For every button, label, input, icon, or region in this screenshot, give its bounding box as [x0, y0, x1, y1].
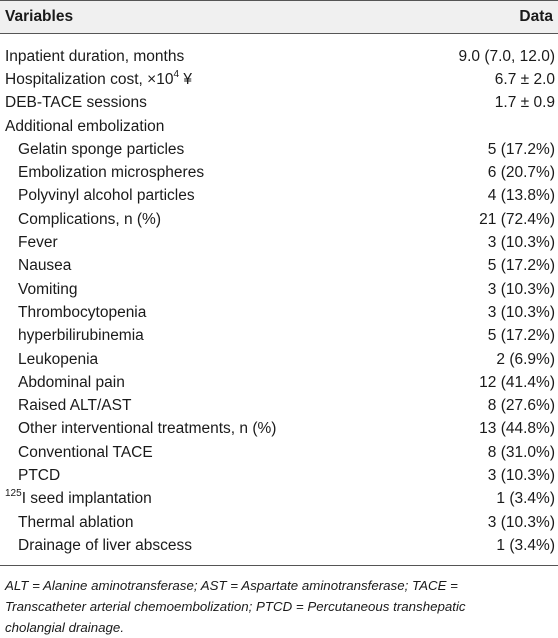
row-value: 8 (31.0%)	[487, 443, 555, 461]
table-row	[0, 185, 558, 208]
row-value: 6 (20.7%)	[487, 164, 555, 182]
table-row	[0, 348, 558, 371]
table-row	[0, 441, 558, 464]
row-label: Complications, n (%)	[18, 210, 161, 228]
table-row	[0, 92, 558, 115]
row-value: 21 (72.4%)	[479, 210, 555, 228]
table-row	[0, 138, 558, 161]
row-label: Raised ALT/AST	[18, 397, 132, 415]
table-row	[0, 418, 558, 441]
row-value: 1 (3.4%)	[496, 490, 555, 508]
row-label: hyperbilirubinemia	[18, 327, 144, 345]
row-label: Additional embolization	[5, 117, 165, 135]
table-row	[0, 325, 558, 348]
table-row	[0, 488, 558, 511]
row-label: Gelatin sponge particles	[18, 140, 185, 158]
row-label: Conventional TACE	[18, 443, 153, 461]
row-value: 9.0 (7.0, 12.0)	[458, 47, 555, 65]
row-label: Polyvinyl alcohol particles	[18, 187, 195, 205]
row-value: 13 (44.8%)	[479, 420, 555, 438]
row-label-superscript: 125	[5, 488, 22, 500]
row-value: 3 (10.3%)	[487, 513, 555, 531]
row-label: Fever	[18, 234, 58, 252]
table-row	[0, 278, 558, 301]
row-label: Thrombocytopenia	[18, 303, 147, 321]
row-value: 1.7 ± 0.9	[494, 94, 555, 112]
table-row	[0, 161, 558, 184]
row-label	[5, 68, 192, 89]
row-value: 5 (17.2%)	[487, 140, 555, 158]
row-value: 4 (13.8%)	[487, 187, 555, 205]
row-label: Nausea	[18, 257, 72, 275]
table-row	[0, 301, 558, 324]
row-label-superscript: 4	[173, 68, 180, 80]
header-variables: Variables	[5, 8, 74, 25]
row-value: 8 (27.6%)	[487, 397, 555, 415]
row-label: DEB-TACE sessions	[5, 94, 147, 112]
table-row	[0, 231, 558, 254]
row-label: Drainage of liver abscess	[18, 536, 193, 554]
table-row	[0, 371, 558, 394]
row-label: Vomiting	[18, 280, 78, 298]
row-label: Abdominal pain	[18, 373, 125, 391]
row-value: 3 (10.3%)	[487, 280, 555, 298]
row-label: Thermal ablation	[18, 513, 134, 531]
header-data: Data	[519, 8, 553, 25]
row-label: Inpatient duration, months	[5, 47, 185, 65]
table-row	[0, 115, 558, 138]
row-value: 3 (10.3%)	[487, 466, 555, 484]
row-value: 5 (17.2%)	[487, 327, 555, 345]
table-row	[0, 511, 558, 534]
row-label: Leukopenia	[18, 350, 99, 368]
table-footnote: ALT = Alanine aminotransferase; AST = Aspartate aminotransferase; TACE = Transcatheter arterial chemoembolization; PTCD = Percutaneous transhepatic cholangial drainage.	[5, 577, 466, 635]
row-value: 6.7 ± 2.0	[494, 70, 555, 88]
row-label-text: I seed implantation	[21, 490, 152, 508]
table-row	[0, 255, 558, 278]
row-label: PTCD	[18, 466, 61, 484]
table-header	[0, 0, 558, 34]
table-row	[0, 208, 558, 231]
row-value: 1 (3.4%)	[496, 536, 555, 554]
row-value: 2 (6.9%)	[496, 350, 555, 368]
table-row	[0, 45, 558, 68]
row-label	[5, 490, 152, 508]
row-label: Embolization microspheres	[18, 164, 205, 182]
row-value: 12 (41.4%)	[479, 373, 555, 391]
row-label-unit: ¥	[179, 70, 192, 88]
row-label: Other interventional treatments, n (%)	[18, 420, 277, 438]
row-value: 3 (10.3%)	[487, 303, 555, 321]
table-body	[0, 34, 558, 558]
row-value: 5 (17.2%)	[487, 257, 555, 275]
table-row	[0, 464, 558, 487]
row-label-text: Hospitalization cost, ×10	[5, 70, 174, 88]
table-row	[0, 68, 558, 91]
table-row	[0, 394, 558, 417]
row-value: 3 (10.3%)	[487, 234, 555, 252]
table-row	[0, 534, 558, 557]
